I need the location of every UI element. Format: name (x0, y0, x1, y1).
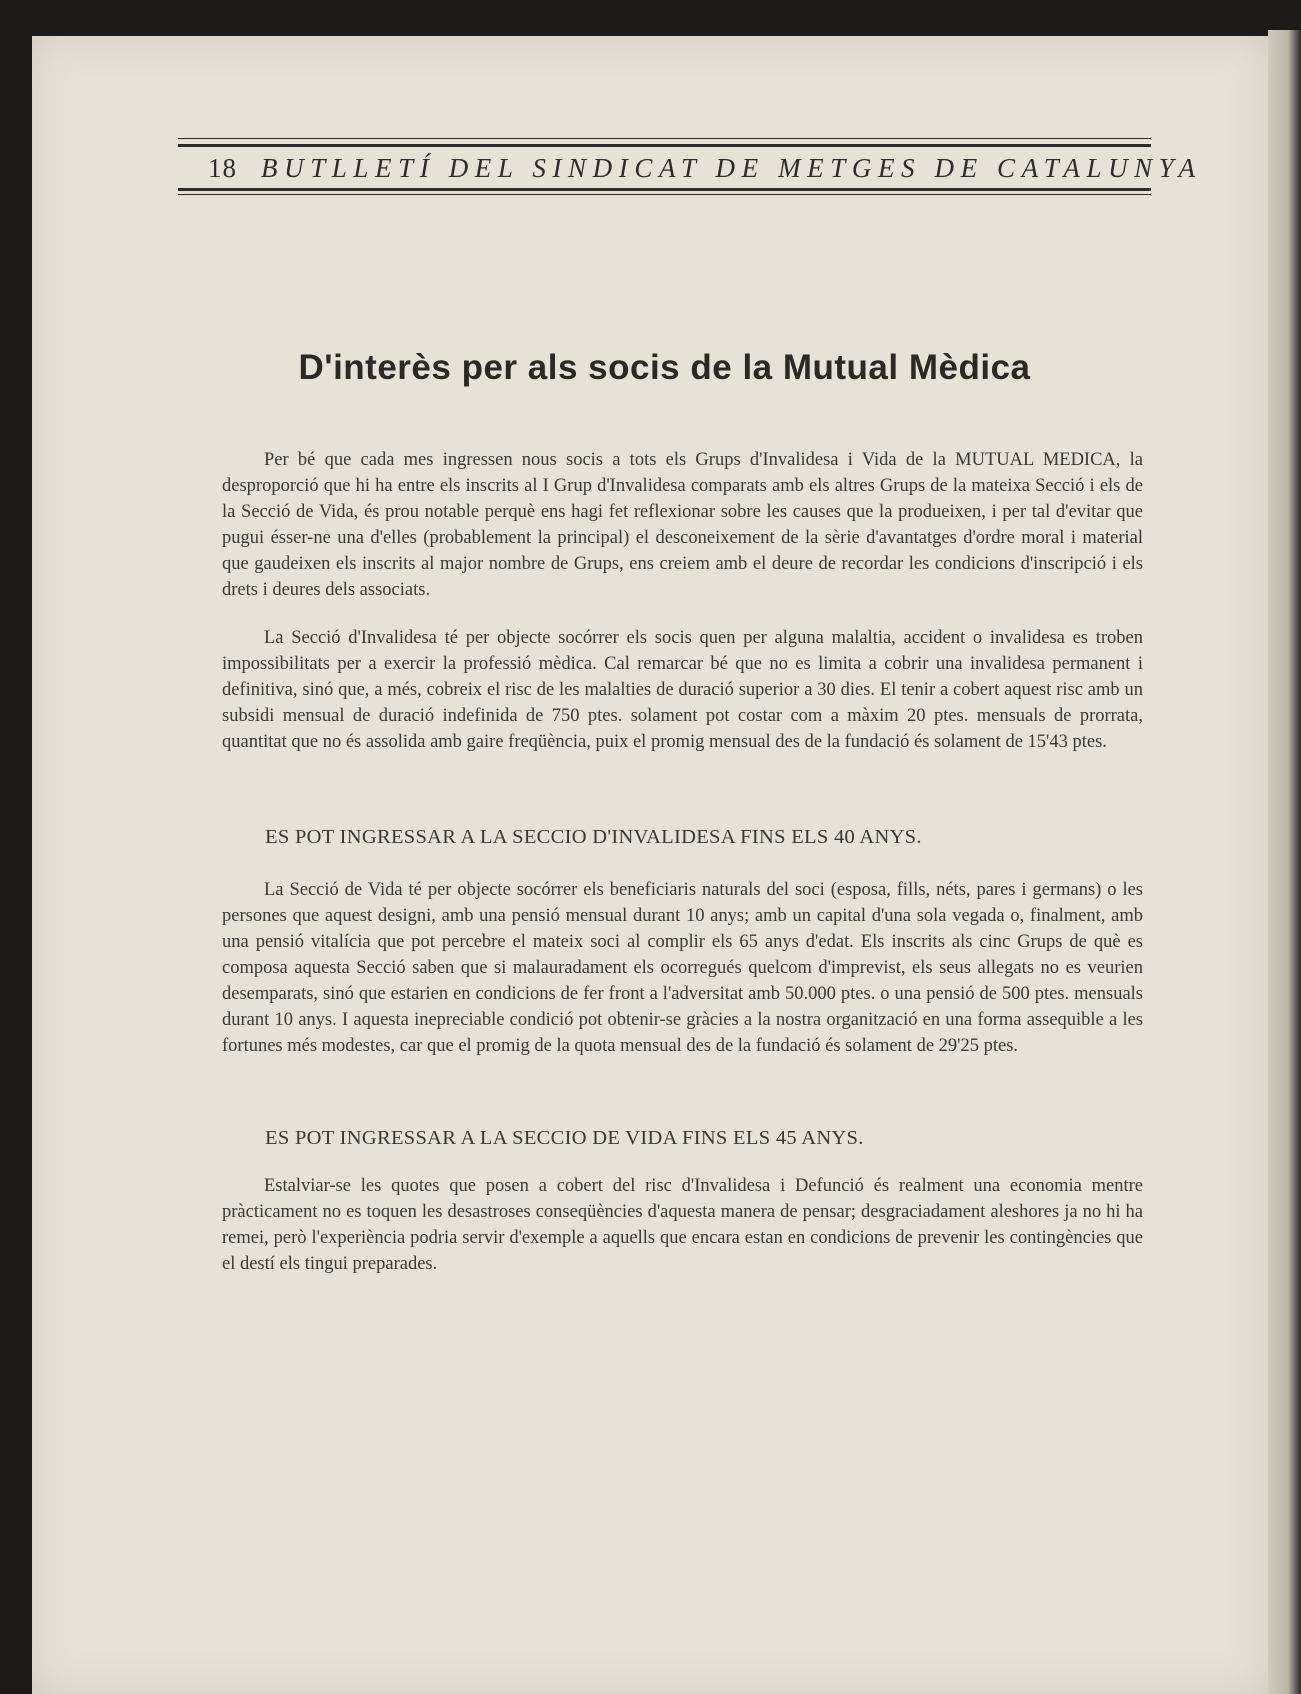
header-line (178, 150, 1202, 186)
page-number: 18 (208, 152, 237, 183)
paragraph-intro (222, 447, 1143, 603)
notice-invalidesa-age: ES POT INGRESSAR A LA SECCIO D'INVALIDESA FINS ELS 40 ANYS. (265, 826, 922, 848)
article-title: D'interès per als socis de la Mutual Mèdica (298, 348, 1031, 387)
header-rule-top-thin (178, 138, 1151, 139)
paragraph-text: La Secció de Vida té per objecte socórrer els beneficiaris naturals del soci (esposa, fills, néts, pares i germans) o les persones que aquest designi, amb una pensió mensual durant 10 anys; amb un capital d'una sola vegada o, finalment, amb una pensió vitalícia que pot percebre el mateix soci al complir els 65 anys d'edat. Els inscrits als cinc Grups de què es composa aquesta Secció saben que si malauradament els ocorregués quelcom d'imprevist, els seus allegats no es veurien desemparats, sinó que estarien en condicions de fer front a l'adversitat amb 50.000 ptes. o una pensió de 500 ptes. mensuals durant 10 anys. I aquesta inepreciable condició pot obtenir-se gràcies a la nostra organització en una forma assequible a les fortunes més modestes, car que el promig de la quota mensual des de la fundació és solament de 29'25 ptes. (222, 880, 1143, 1056)
paragraph-vida (222, 877, 1143, 1059)
page-edge (1268, 30, 1301, 1694)
journal-title: BUTLLETÍ DEL SINDICAT DE METGES DE CATALUNYA (261, 152, 1202, 183)
notice-vida-age: ES POT INGRESSAR A LA SECCIO DE VIDA FINS ELS 45 ANYS. (265, 1127, 864, 1149)
paragraph-text: La Secció d'Invalidesa té per objecte socórrer els socis quen per alguna malaltia, accident o invalidesa es troben impossibilitats per a exercir la professió mèdica. Cal remarcar bé que no es limita a cobrir una invalidesa permanent i definitiva, sinó que, a més, cobreix el risc de les malalties de duració superior a 30 dies. El tenir a cobert aquest risc amb un subsidi mensual de duració indefinida de 750 ptes. solament pot costar com a màxim 20 ptes. mensuals de prorrata, quantitat que no és assolida amb gaire freqüència, puix el promig mensual des de la fundació és solament de 15'43 ptes. (222, 628, 1143, 752)
paragraph-conclusion (222, 1173, 1143, 1277)
header-rule-bottom-thin (178, 194, 1151, 195)
paragraph-text: Per bé que cada mes ingressen nous socis a tots els Grups d'Invalidesa i Vida de la MUTUAL MEDICA, la desproporció que hi ha entre els inscrits al I Grup d'Invalidesa comparats amb els altres Grups de la mateixa Secció i els de la Secció de Vida, és prou notable perquè ens hagi fet reflexionar sobre les causes que la produeixen, i per tal d'evitar que pugui ésser-ne una d'elles (probablement la principal) el desconeixement de la sèrie d'avantatges d'ordre moral i material que gaudeixen els inscrits al major nombre de Grups, ens creiem amb el deure de recordar les condicions d'inscripció i els drets i deures dels associats. (222, 450, 1143, 600)
scanned-page (32, 36, 1268, 1694)
paragraph-invalidesa (222, 625, 1143, 755)
running-head (178, 104, 1202, 196)
header-rule-bottom-thick (178, 188, 1151, 191)
header-rule-top-thick (178, 144, 1151, 147)
paragraph-text: Estalviar-se les quotes que posen a cobert del risc d'Invalidesa i Defunció és realment una economia mentre pràcticament no es toquen les desastroses conseqüències d'aquesta manera de pensar; desgraciadament aleshores ja no hi ha remei, però l'experiència podria servir d'exemple a aquells que encara estan en condicions de prevenir les contingències que el destí els tingui preparades. (222, 1176, 1143, 1274)
